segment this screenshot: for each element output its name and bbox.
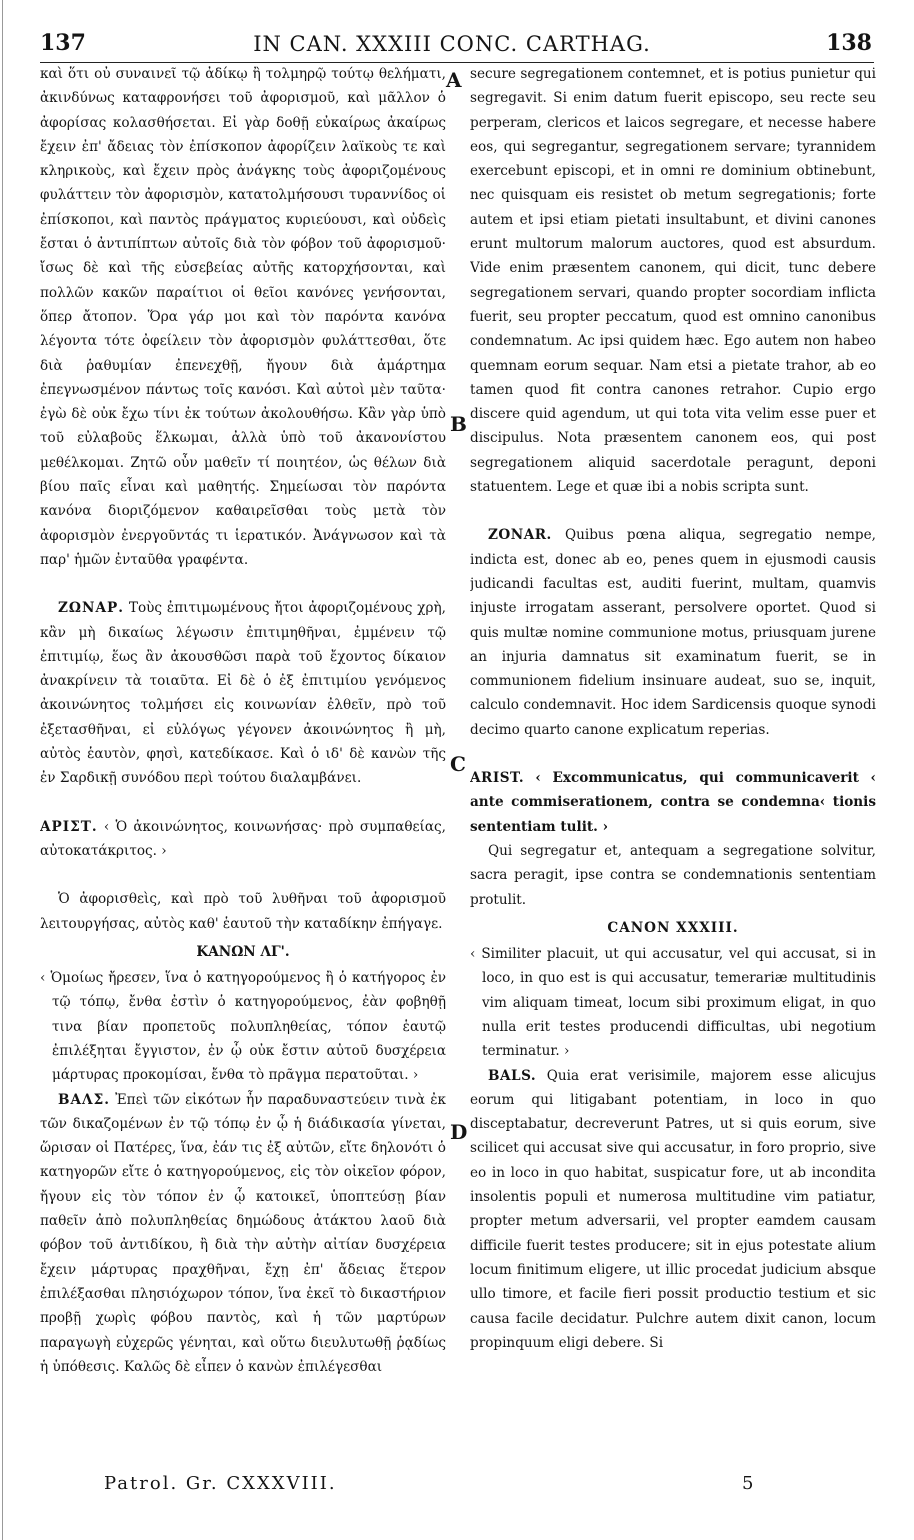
section-marker-d: D — [450, 1120, 468, 1144]
latin-zonaras-commentary — [470, 523, 876, 742]
latin-zonaras-text: Quibus pœna aliqua, segregatio nempe, indicta est, donec ab eo, penes quem in ejusmodi causis judicandi facultas est, auditi fuerint, multam, quamvis injuste irrogatam asserant, persolvere oportet. Quod si quis multæ nomine communione motus, priusquam jurene an injuria damnatus sit examinatum fuerit, se in communionem fidelium insinuare audeat, suo se, inquit, calculo condemnavit. Hoc idem Sardicensis quoque synodi decimo quarto canone explicatum reperias. — [470, 527, 876, 738]
greek-paragraph-1: καὶ ὅτι οὐ συναινεῖ τῷ ἀδίκῳ ἢ τολμηρῷ τούτῳ θελήματι, ἀκινδύνως καταφρονήσει τοῦ ἀφορισμοῦ, καὶ μᾶλλον ὁ ἀφορίσας κολασθήσεται. Εἰ γὰρ δοθῇ εὐκαίρως ἀκαίρως ἔχειν ἐπ' ἄδειας τὸν ἐπίσκοπον ἀφορίζειν λαϊκοὺς τε καὶ κληρικοὺς, καὶ ἔχειν πρὸς ἀνάγκης τοὺς ἀφοριζομένους φυλάττειν τὸν ἀφορισμὸν, κατατολμήσουσι τυραννίδος οἱ ἐπίσκοποι, καὶ παντὸς πράγματος κυριεύουσι, καὶ οὐδεὶς ἔσται ὁ ἀντιπίπτων αὐτοῖς διὰ τὸν φόβον τοῦ ἀφορισμοῦ· ἴσως δὲ καὶ τῆς εὐσεβείας αὐτῆς κατορχήσονται, καὶ πολλῶν κακῶν παραίτιοι οἱ θεῖοι κανόνες γενήσονται, ὅπερ ἄτοπον. Ὅρα γάρ μοι καὶ τὸν παρόντα κανόνα λέγοντα τότε ὀφείλειν τὸν ἀφορισμὸν φυλάττεσθαι, ὅτε διὰ ῥαθυμίαν ἐπενεχθῇ, ἤγουν διὰ ἁμάρτημα ἐπεγνωσμένον πάντως τοῖς κανόσι. Καὶ αὐτοὶ μὲν ταῦτα· ἐγὼ δὲ οὐκ ἔχω τίνι ἐκ τούτων ἀκολουθήσω. Κἂν γὰρ ὑπὸ τοῦ εὐλαβοῦς ἕλκωμαι, ἀλλὰ ὑπὸ τοῦ ἀκανονίστου μεθέλκομαι. Ζητῶ οὖν μαθεῖν τί ποιητέον, ὡς θέλων διὰ βίου παῖς εἶναι καὶ μαθητής. Σημείωσαι τὸν παρόντα κανόνα διοριζόμενον καθαιρεῖσθαι τοὺς μετὰ τὸν ἀφορισμὸν ἐνεργοῦντάς τι ἱερατικόν. Ἀνάγνωσον καὶ τὰ παρ' ἡμῶν ἐνταῦθα γραφέντα. — [40, 66, 446, 568]
latin-aristenus-quote-text: ‹ Excommunicatus, qui communicaverit ‹ ante commiserationem, contra se condemna‹ tionis sententiam tulit. › — [470, 770, 876, 835]
greek-balsamon-commentary — [40, 1088, 446, 1380]
greek-canon-title: ΚΑΝΩΝ ΛΓ'. — [196, 943, 290, 960]
footer-series-title: Patrol. Gr. CXXXVIII. — [104, 1473, 337, 1494]
latin-paragraph-1: secure segregationem contemnet, et is potius punietur qui segregavit. Si enim datum fuerit episcopo, seu recte seu perperam, clericos et laicos segregare, et necesse habere eos, qui segregantur, segregationem servare; tyrannidem exercebunt episcopi, et in omni re dominium obtinebunt, nec quisquam eis resistet ob metum segregationis; forte autem et ipsi etiam pietati insultabunt, et divini canones erunt multorum malorum auctores, quod est absurdum. Vide enim præsentem canonem, qui dicit, tunc debere segregationem servari, quando propter socordiam inflicta fuerit, seu propter peccatum, quod est omnino canonibus condemnatum. Ac ipsi quidem hæc. Ego autem non habeo quemnam eorum sequar. Nam etsi a pietate trahor, ab eo tamen quod fit contra canones retrahor. Cupio ergo discere quid agendum, ut qui tota vita velim esse puer et discipulus. Nota præsentem canonem eos, qui post segregationem aliquid sacerdotale peragunt, deponi statuentem. Lege et quæ ibi a nobis scripta sunt. — [470, 66, 876, 496]
latin-balsamon-commentary — [470, 1064, 876, 1356]
latin-aristenus-text: Qui segregatur et, antequam a segregatione solvitur, sacra peragit, ipse contra se condemnationis sententiam protulit. — [470, 842, 876, 908]
greek-aristenus-text: Ὁ ἀφορισθεὶς, καὶ πρὸ τοῦ λυθῆναι τοῦ ἀφορισμοῦ λειτουργήσας, αὐτὸς καθ' ἑαυτοῦ τὴν καταδίκην ἐπήγαγε. — [40, 891, 446, 932]
greek-balsamon-text: Ἐπεὶ τῶν εἰκότων ἦν παραδυναστεύειν τινὰ ἐκ τῶν δικαζομένων ἐν τῷ τόπῳ ἐν ᾧ ἡ διάδικασία γίνεται, ὥρισαν οἱ Πατέρες, ἵνα, ἐάν τις ἐξ αὐτῶν, εἴτε δηλονότι ὁ κατηγορῶν εἴτε ὁ κατηγορούμενος, εἰς τὸν οἰκεῖον φόρον, ἤγουν εἰς τὸν τόπον ἐν ᾧ κατοικεῖ, ὑποπτεύσῃ βίαν παθεῖν ἀπὸ πολυπληθείας δημώδους ἀτάκτου λαοῦ διὰ φόβον τοῦ ἀντιδίκου, ἢ διὰ τὴν αὐτὴν αἰτίαν δυσχέρεια ἔχειν μάρτυρας πραχθῆναι, ἔχῃ ἐπ' ἄδειας ἕτερον ἐπιλέξασθαι πλησιόχωρον τόπον, ἵνα ἐκεῖ τὸ δικαστήριον προβῇ χωρὶς φόβου παντὸς, καὶ ἡ τῶν μαρτύρων παραγωγὴ εὐχερῶς γένηται, καὶ οὕτω διευλυτωθῇ ῥᾳδίως ἡ ὑπόθεσις. Καλῶς δὲ εἶπεν ὁ κανὼν ἐπιλέγεσθαι — [40, 1091, 446, 1375]
latin-zonaras-lead: ZONAR. — [488, 527, 552, 544]
section-marker-b: B — [450, 412, 467, 436]
latin-balsamon-lead: BALS. — [488, 1067, 537, 1084]
latin-column — [470, 62, 876, 1452]
greek-aristenus-quote-text: ‹ Ὁ ἀκοινώνητος, κοινωνήσας· πρὸ συμπαθείας, αὐτοκατάκριτος. › — [40, 818, 446, 859]
latin-canon-title: CANON XXXIII. — [607, 919, 739, 936]
page-edge-line — [2, 0, 3, 1540]
greek-zonaras-lead: ΖΩΝΑΡ. — [58, 600, 124, 617]
greek-aristenus-lead: ΑΡΙΣΤ. — [40, 818, 98, 835]
greek-aristenus-quote — [40, 815, 446, 864]
section-marker-c: C — [450, 752, 466, 776]
greek-zonaras-text: Τοὺς ἐπιτιμωμένους ἤτοι ἀφοριζομένους χρὴ, κἂν μὴ δικαίως λέγωσιν ἐπιτιμηθῆναι, ἐμμένειν τῷ ἐπιτιμίῳ, ἕως ἂν ἀκουσθῶσι παρὰ τοῦ ἔχοντος δίκαιον ἀνακρίνειν τὰ τοιαῦτα. Εἰ δὲ ὁ ἐξ ἐπιτιμίου γενόμενος ἀκοινώνητος τολμήσει εἰς κοινωνίαν ἐλθεῖν, πρὸ τοῦ ἐξετασθῆναι, εἰ εὐλόγως γέγονεν ἀκοινώνητος ἢ μὴ, αὐτὸς ἑαυτὸν, φησὶ, κατεδίκασε. Καὶ ὁ ιδ' δὲ κανὼν τῆς ἐν Σαρδικῇ συνόδου περὶ τούτου διαλαμβάνει. — [40, 600, 446, 787]
section-marker-a: A — [446, 68, 462, 92]
latin-aristenus-lead: ARIST. — [470, 770, 525, 787]
greek-canon-text: ‹ Ὁμοίως ἤρεσεν, ἵνα ὁ κατηγορούμενος ἢ ὁ κατήγορος ἐν τῷ τόπῳ, ἔνθα ἐστὶν ὁ κατηγορούμενος, ἐὰν φοβηθῇ τινα βίαν προπετοῦς πολυπληθείας, τόπον ἑαυτῷ ἐπιλέξηται ἔγγιστον, ἐν ᾧ οὐκ ἔστιν αὐτοῦ δυσχέρεια μάρτυρας προκομίσαι, ἔνθα τὸ πρᾶγμα περατοῦται. › — [40, 970, 446, 1084]
latin-canon-text: ‹ Similiter placuit, ut qui accusatur, vel qui accusat, si in loco, in quo est is qui accusatur, temerariæ multitudinis vim aliquam timeat, locum sibi proximum eligat, in quo nulla erit testes producendi difficultas, ubi negotium terminatur. › — [470, 946, 876, 1060]
greek-balsamon-lead: ΒΑΛΣ. — [58, 1091, 110, 1108]
page-number-right: 138 — [826, 30, 872, 56]
page-number-left: 137 — [40, 30, 86, 56]
latin-aristenus-quote — [470, 766, 876, 839]
greek-zonaras-commentary — [40, 596, 446, 790]
greek-column — [40, 62, 446, 1452]
footer-signature-number: 5 — [742, 1473, 754, 1494]
latin-balsamon-text: Quia erat verisimile, majorem esse alicujus eorum qui litigabant potentiam, in loco in quo disceptabatur, decreverunt Patres, ut si quis eorum, sive scilicet qui accusat sive qui accusatur, in foro proprio, sive eo in loco in quo habitat, suspicatur fore, ut ab incondita insolentis populi et numerosa multitudine vim patiatur, propter metum adversarii, vel propter eamdem causam difficile fuerit testes producere; sit in ejus potestate alium locum finitimum eligere, ut illic procedat judicium absque ullo timore, et facile fieri possit productio testium et sic causa facile decidatur. Pulchre autem dixit canon, locum propinquum eligi debere. Si — [470, 1067, 876, 1351]
running-title: IN CAN. XXXIII CONC. CARTHAG. — [253, 32, 651, 56]
page-header — [32, 30, 872, 60]
